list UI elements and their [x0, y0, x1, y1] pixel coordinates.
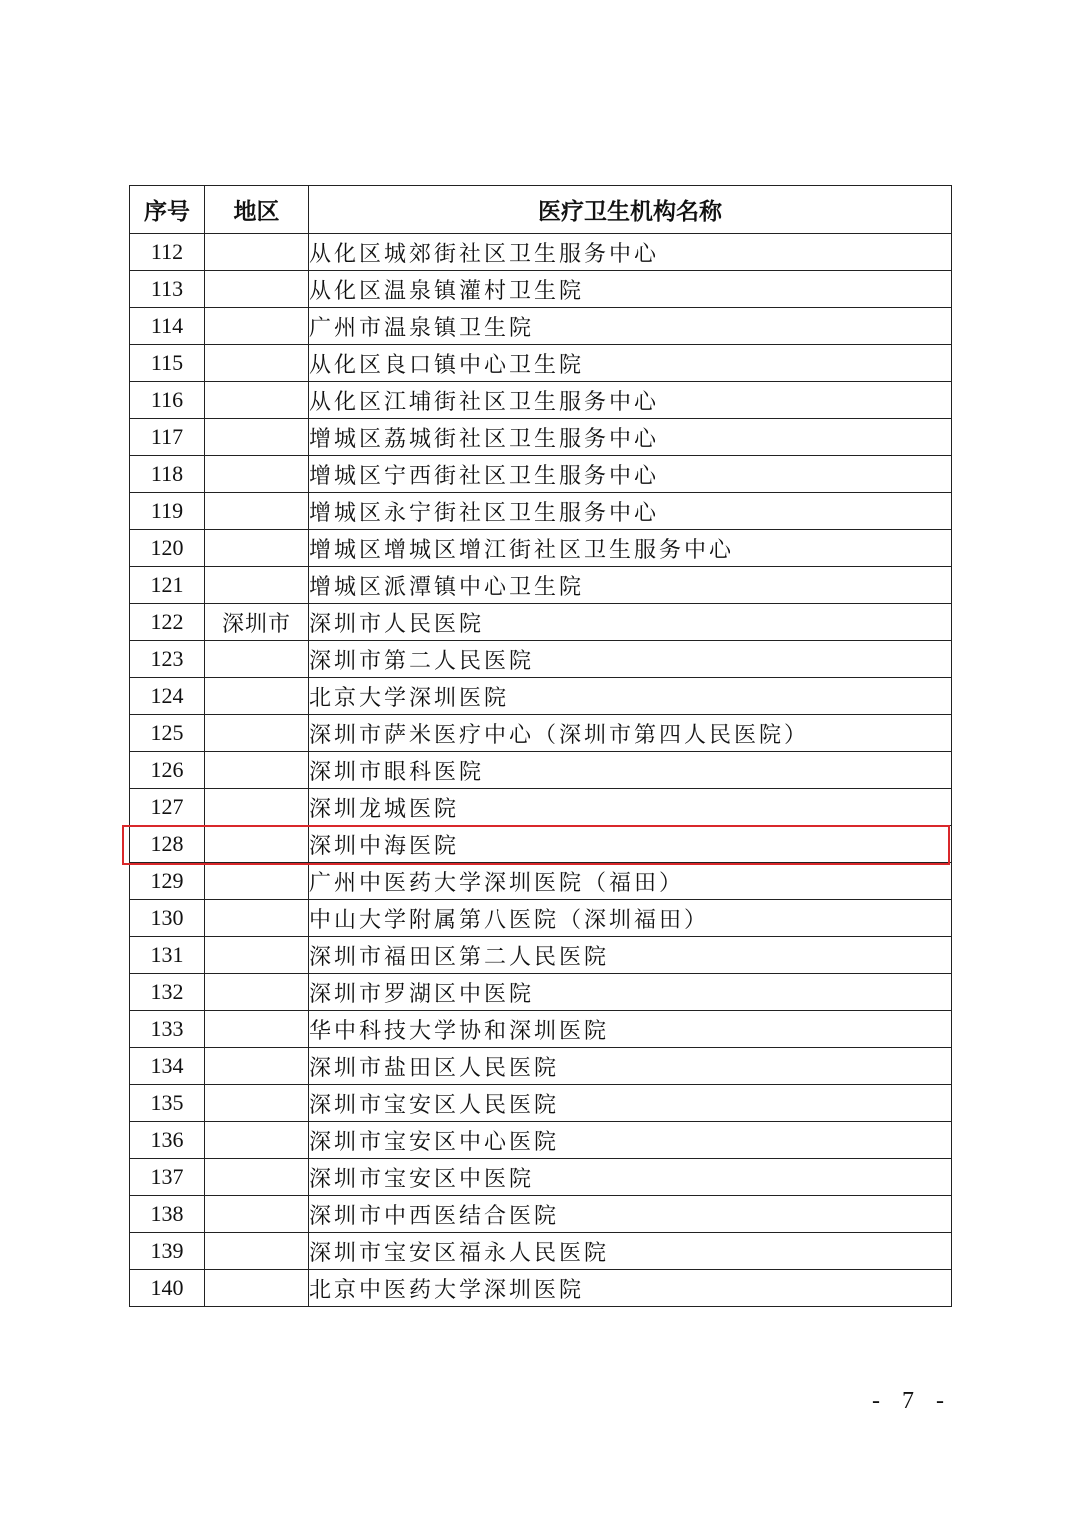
- table-row: [130, 234, 952, 271]
- row-number: 115: [130, 345, 205, 382]
- row-institution-name: 增城区荔城街社区卫生服务中心: [309, 419, 952, 456]
- row-region: [205, 1270, 309, 1307]
- row-institution-name: 深圳市宝安区人民医院: [309, 1085, 952, 1122]
- row-institution-name: 深圳市宝安区中心医院: [309, 1122, 952, 1159]
- row-institution-name: 增城区派潭镇中心卫生院: [309, 567, 952, 604]
- row-number: 135: [130, 1085, 205, 1122]
- table-row: [130, 382, 952, 419]
- row-number: 127: [130, 789, 205, 826]
- table-row: [130, 1270, 952, 1307]
- page-number: - 7 -: [872, 1388, 952, 1414]
- row-number: 128: [130, 826, 205, 863]
- row-number: 114: [130, 308, 205, 345]
- row-number: 120: [130, 530, 205, 567]
- row-region: 深圳市: [205, 604, 309, 641]
- row-number: 139: [130, 1233, 205, 1270]
- table-row: [130, 493, 952, 530]
- row-number: 121: [130, 567, 205, 604]
- row-region: [205, 1196, 309, 1233]
- row-institution-name: 广州中医药大学深圳医院（福田）: [309, 863, 952, 900]
- row-region: [205, 530, 309, 567]
- row-institution-name: 深圳市第二人民医院: [309, 641, 952, 678]
- row-number: 136: [130, 1122, 205, 1159]
- table-row: [130, 1048, 952, 1085]
- table-row: [130, 863, 952, 900]
- row-region: [205, 345, 309, 382]
- table-row: [130, 1159, 952, 1196]
- table-row: [130, 900, 952, 937]
- table-row: [130, 530, 952, 567]
- row-region: [205, 974, 309, 1011]
- row-institution-name: 深圳市人民医院: [309, 604, 952, 641]
- table-row: [130, 789, 952, 826]
- row-institution-name: 深圳市福田区第二人民医院: [309, 937, 952, 974]
- row-institution-name: 广州市温泉镇卫生院: [309, 308, 952, 345]
- table-row: [130, 641, 952, 678]
- row-institution-name: 华中科技大学协和深圳医院: [309, 1011, 952, 1048]
- table-row: [130, 826, 952, 863]
- row-institution-name: 增城区增城区增江街社区卫生服务中心: [309, 530, 952, 567]
- row-number: 133: [130, 1011, 205, 1048]
- header-region: 地区: [205, 186, 309, 234]
- table-row: [130, 752, 952, 789]
- row-region: [205, 752, 309, 789]
- row-number: 131: [130, 937, 205, 974]
- row-region: [205, 1159, 309, 1196]
- row-number: 118: [130, 456, 205, 493]
- row-region: [205, 419, 309, 456]
- row-institution-name: 深圳市罗湖区中医院: [309, 974, 952, 1011]
- row-number: 138: [130, 1196, 205, 1233]
- row-region: [205, 1011, 309, 1048]
- row-institution-name: 深圳龙城医院: [309, 789, 952, 826]
- row-region: [205, 863, 309, 900]
- table-row: [130, 715, 952, 752]
- row-number: 113: [130, 271, 205, 308]
- row-region: [205, 641, 309, 678]
- row-number: 129: [130, 863, 205, 900]
- header-name: 医疗卫生机构名称: [309, 186, 952, 234]
- row-number: 134: [130, 1048, 205, 1085]
- table-row: [130, 456, 952, 493]
- table-row: [130, 1011, 952, 1048]
- row-region: [205, 1048, 309, 1085]
- header-number: 序号: [130, 186, 205, 234]
- row-institution-name: 深圳市眼科医院: [309, 752, 952, 789]
- row-institution-name: 深圳市萨米医疗中心（深圳市第四人民医院）: [309, 715, 952, 752]
- row-number: 126: [130, 752, 205, 789]
- table-row: [130, 1233, 952, 1270]
- row-institution-name: 从化区良口镇中心卫生院: [309, 345, 952, 382]
- table-row: [130, 567, 952, 604]
- row-region: [205, 900, 309, 937]
- table-row: [130, 1085, 952, 1122]
- row-region: [205, 1122, 309, 1159]
- row-institution-name: 从化区温泉镇灌村卫生院: [309, 271, 952, 308]
- row-number: 125: [130, 715, 205, 752]
- row-region: [205, 1233, 309, 1270]
- row-institution-name: 深圳市宝安区中医院: [309, 1159, 952, 1196]
- table-row: [130, 974, 952, 1011]
- row-region: [205, 789, 309, 826]
- table-row: [130, 308, 952, 345]
- row-institution-name: 从化区江埔街社区卫生服务中心: [309, 382, 952, 419]
- row-region: [205, 456, 309, 493]
- row-region: [205, 678, 309, 715]
- row-institution-name: 增城区永宁街社区卫生服务中心: [309, 493, 952, 530]
- row-number: 119: [130, 493, 205, 530]
- table-body: [130, 234, 952, 1307]
- row-region: [205, 937, 309, 974]
- row-region: [205, 271, 309, 308]
- table-row: [130, 937, 952, 974]
- row-institution-name: 深圳市盐田区人民医院: [309, 1048, 952, 1085]
- table-row: [130, 678, 952, 715]
- row-institution-name: 从化区城郊街社区卫生服务中心: [309, 234, 952, 271]
- table-row: [130, 1122, 952, 1159]
- row-region: [205, 493, 309, 530]
- table-row: [130, 1196, 952, 1233]
- row-region: [205, 234, 309, 271]
- table-header-row: [130, 186, 952, 234]
- row-region: [205, 567, 309, 604]
- row-institution-name: 深圳市宝安区福永人民医院: [309, 1233, 952, 1270]
- row-number: 124: [130, 678, 205, 715]
- row-institution-name: 深圳中海医院: [309, 826, 952, 863]
- row-number: 116: [130, 382, 205, 419]
- row-institution-name: 北京大学深圳医院: [309, 678, 952, 715]
- row-number: 123: [130, 641, 205, 678]
- row-region: [205, 1085, 309, 1122]
- row-institution-name: 北京中医药大学深圳医院: [309, 1270, 952, 1307]
- institution-table: [129, 185, 952, 1307]
- row-number: 122: [130, 604, 205, 641]
- table-row: [130, 271, 952, 308]
- row-region: [205, 382, 309, 419]
- row-number: 117: [130, 419, 205, 456]
- row-institution-name: 中山大学附属第八医院（深圳福田）: [309, 900, 952, 937]
- table-row: [130, 419, 952, 456]
- row-region: [205, 308, 309, 345]
- row-region: [205, 826, 309, 863]
- row-number: 140: [130, 1270, 205, 1307]
- row-number: 132: [130, 974, 205, 1011]
- row-number: 112: [130, 234, 205, 271]
- table-row: [130, 604, 952, 641]
- row-number: 137: [130, 1159, 205, 1196]
- row-institution-name: 增城区宁西街社区卫生服务中心: [309, 456, 952, 493]
- row-number: 130: [130, 900, 205, 937]
- row-institution-name: 深圳市中西医结合医院: [309, 1196, 952, 1233]
- table-row: [130, 345, 952, 382]
- row-region: [205, 715, 309, 752]
